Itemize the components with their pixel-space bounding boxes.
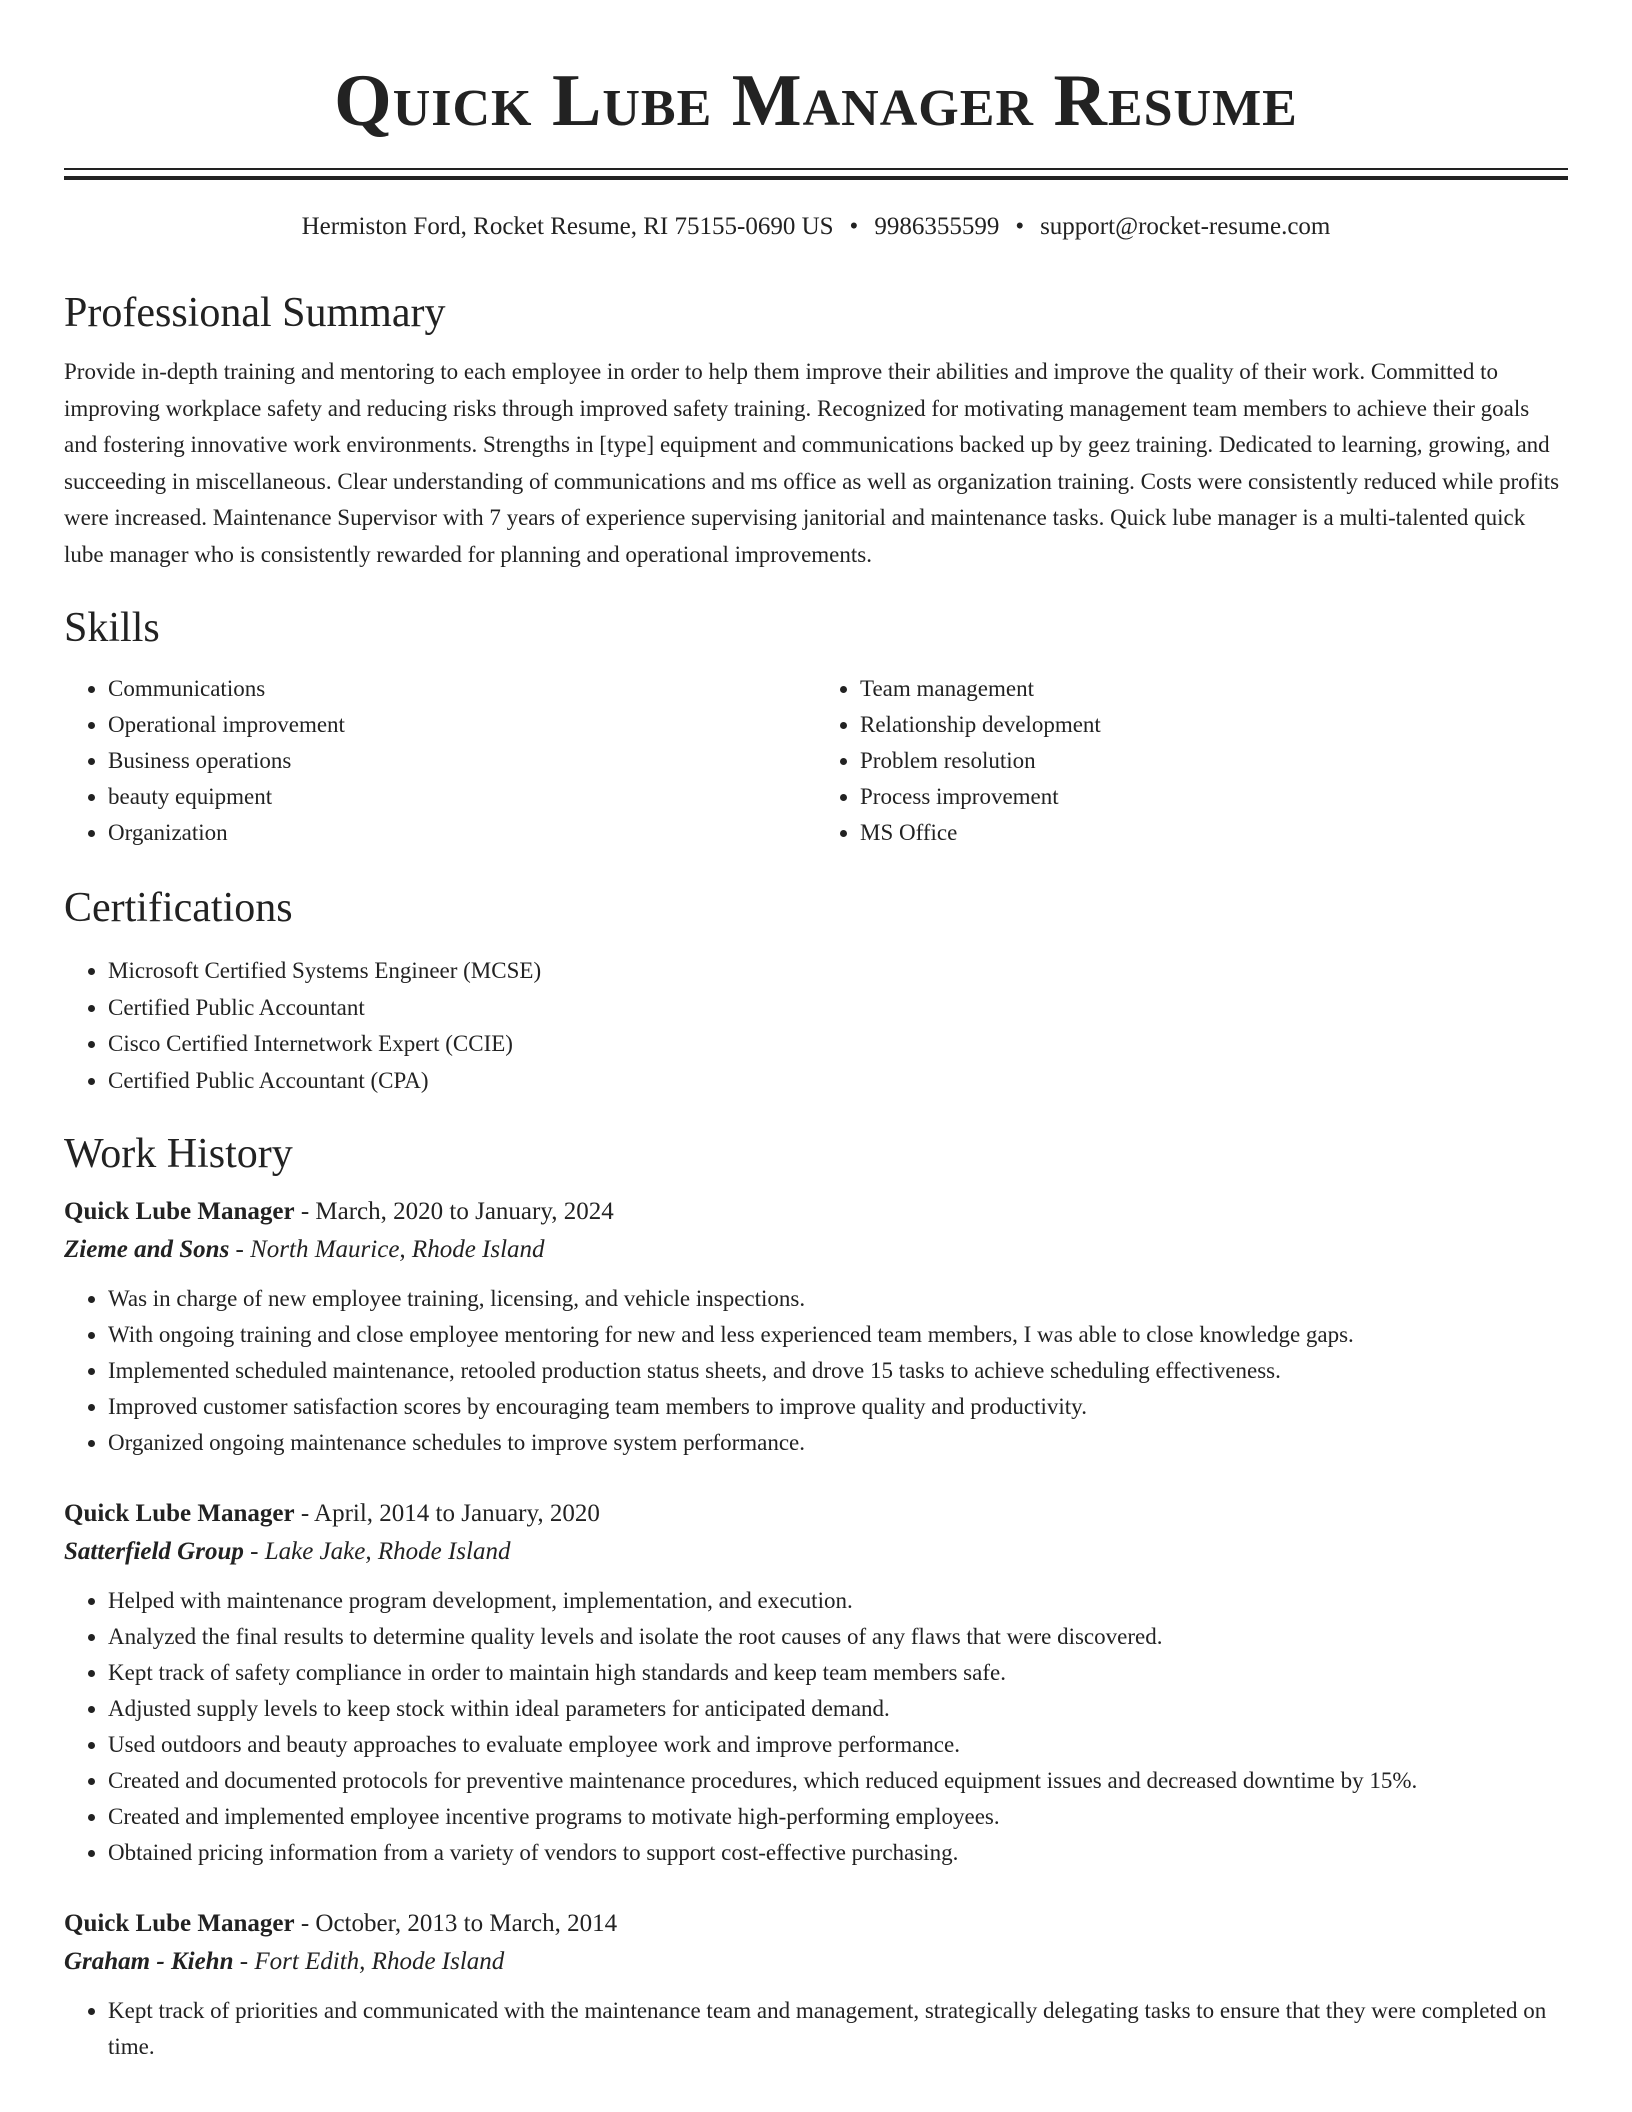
resume-title: Quick Lube Manager Resume: [334, 60, 1298, 142]
contact-separator: •: [849, 213, 859, 240]
job-dates: April, 2014 to January, 2020: [314, 1500, 600, 1527]
job-bullet: • Analyzed the final results to determine quality levels and isolate the root causes of any flaws that were discovered.: [108, 1619, 1568, 1655]
job-header: [64, 1905, 1568, 1943]
certification-item: • Cisco Certified Internetwork Expert (CCIE): [108, 1026, 1568, 1063]
job-bullet: • Used outdoors and beauty approaches to evaluate employee work and improve performance.: [108, 1727, 1568, 1763]
job-dates: October, 2013 to March, 2014: [315, 1910, 618, 1937]
work-history-heading: Work History: [64, 1131, 293, 1177]
skill-item: • MS Office: [860, 815, 1568, 851]
contact-line: [64, 210, 1568, 244]
job-bullets: [64, 1583, 1568, 1871]
job-bullet: • Created and documented protocols for preventive maintenance procedures, which reduced equipment issues and decreased downtime by 15%.: [108, 1763, 1568, 1799]
job-separator: -: [300, 1500, 310, 1527]
job-entry: [64, 1905, 1568, 2065]
job-title: Quick Lube Manager: [64, 1198, 295, 1225]
job-company: Zieme and Sons: [64, 1236, 230, 1263]
job-separator: -: [300, 1198, 310, 1225]
skills-column-right: [816, 671, 1568, 851]
skill-item: • Process improvement: [860, 779, 1568, 815]
job-bullets: [64, 1993, 1568, 2065]
skill-item: • beauty equipment: [108, 779, 816, 815]
job-bullet: • Adjusted supply levels to keep stock within ideal parameters for anticipated demand.: [108, 1691, 1568, 1727]
job-employer-line: [64, 1231, 1568, 1269]
job-bullet: • Helped with maintenance program development, implementation, and execution.: [108, 1583, 1568, 1619]
job-location: North Maurice, Rhode Island: [250, 1236, 545, 1263]
skills-heading: Skills: [64, 605, 160, 651]
job-bullet: • With ongoing training and close employee mentoring for new and less experienced team members, I was able to close knowledge gaps.: [108, 1317, 1568, 1353]
skills-column-left: [64, 671, 816, 851]
skill-item: • Organization: [108, 815, 816, 851]
contact-address: Hermiston Ford, Rocket Resume, RI 75155-0690 US: [301, 213, 834, 240]
contact-phone: 9986355599: [874, 213, 1000, 240]
skill-item: • Team management: [860, 671, 1568, 707]
job-company: Graham - Kiehn: [64, 1948, 234, 1975]
title-divider-thin: [64, 168, 1568, 170]
title-divider-thick: [64, 176, 1568, 180]
job-header: [64, 1495, 1568, 1533]
skill-item: • Business operations: [108, 743, 816, 779]
contact-email: support@rocket-resume.com: [1040, 213, 1331, 240]
job-employer-line: [64, 1943, 1568, 1981]
job-dates: March, 2020 to January, 2024: [315, 1198, 614, 1225]
job-bullet: • Kept track of priorities and communicated with the maintenance team and management, strategically delegating tasks to ensure that they were completed on time.: [108, 1993, 1568, 2065]
certification-item: • Certified Public Accountant (CPA): [108, 1063, 1568, 1100]
job-bullet: • Obtained pricing information from a variety of vendors to support cost-effective purchasing.: [108, 1835, 1568, 1871]
skill-item: • Communications: [108, 671, 816, 707]
job-bullet: • Created and implemented employee incentive programs to motivate high-performing employees.: [108, 1799, 1568, 1835]
summary-heading: Professional Summary: [64, 290, 446, 336]
job-employer-line: [64, 1533, 1568, 1571]
job-location: Fort Edith, Rhode Island: [254, 1948, 505, 1975]
job-bullet: • Implemented scheduled maintenance, retooled production status sheets, and drove 15 tasks to achieve scheduling effectiveness.: [108, 1353, 1568, 1389]
job-bullet: • Was in charge of new employee training, licensing, and vehicle inspections.: [108, 1281, 1568, 1317]
job-entry: [64, 1193, 1568, 1461]
contact-separator: •: [1015, 213, 1025, 240]
skill-item: • Operational improvement: [108, 707, 816, 743]
summary-text: Provide in-depth training and mentoring to each employee in order to help them improve their abilities and improve the quality of their work. Committed to improving workplace safety and reducing risks through improved safety training. Recognized for motivating management team members to achieve their goals and fostering innovative work environments. Strengths in [type] equipment and communications backed up by geez training. Dedicated to learning, growing, and succeeding in miscellaneous. Clear understanding of communications and ms office as well as organization training. Costs were consistently reduced while profits were increased. Maintenance Supervisor with 7 years of experience supervising janitorial and maintenance tasks. Quick lube manager is a multi-talented quick lube manager who is consistently rewarded for planning and operational improvements.: [64, 359, 1560, 567]
job-bullets: [64, 1281, 1568, 1461]
job-location: Lake Jake, Rhode Island: [264, 1538, 511, 1565]
certification-item: • Microsoft Certified Systems Engineer (MCSE): [108, 953, 1568, 990]
job-separator: -: [300, 1910, 310, 1937]
certifications-list: [64, 953, 1568, 1099]
skill-item: • Relationship development: [860, 707, 1568, 743]
job-header: [64, 1193, 1568, 1231]
job-bullet: • Kept track of safety compliance in order to maintain high standards and keep team members safe.: [108, 1655, 1568, 1691]
job-entry: [64, 1495, 1568, 1871]
job-separator: -: [235, 1236, 244, 1263]
job-separator: -: [250, 1538, 259, 1565]
job-separator: -: [239, 1948, 249, 1975]
job-company: Satterfield Group: [64, 1538, 244, 1565]
skill-item: • Problem resolution: [860, 743, 1568, 779]
job-title: Quick Lube Manager: [64, 1500, 295, 1527]
certification-item: • Certified Public Accountant: [108, 990, 1568, 1027]
job-title: Quick Lube Manager: [64, 1910, 295, 1937]
skills-list: [64, 671, 1568, 851]
job-bullet: • Improved customer satisfaction scores by encouraging team members to improve quality and productivity.: [108, 1389, 1568, 1425]
certifications-heading: Certifications: [64, 885, 293, 931]
job-bullet: • Organized ongoing maintenance schedules to improve system performance.: [108, 1425, 1568, 1461]
